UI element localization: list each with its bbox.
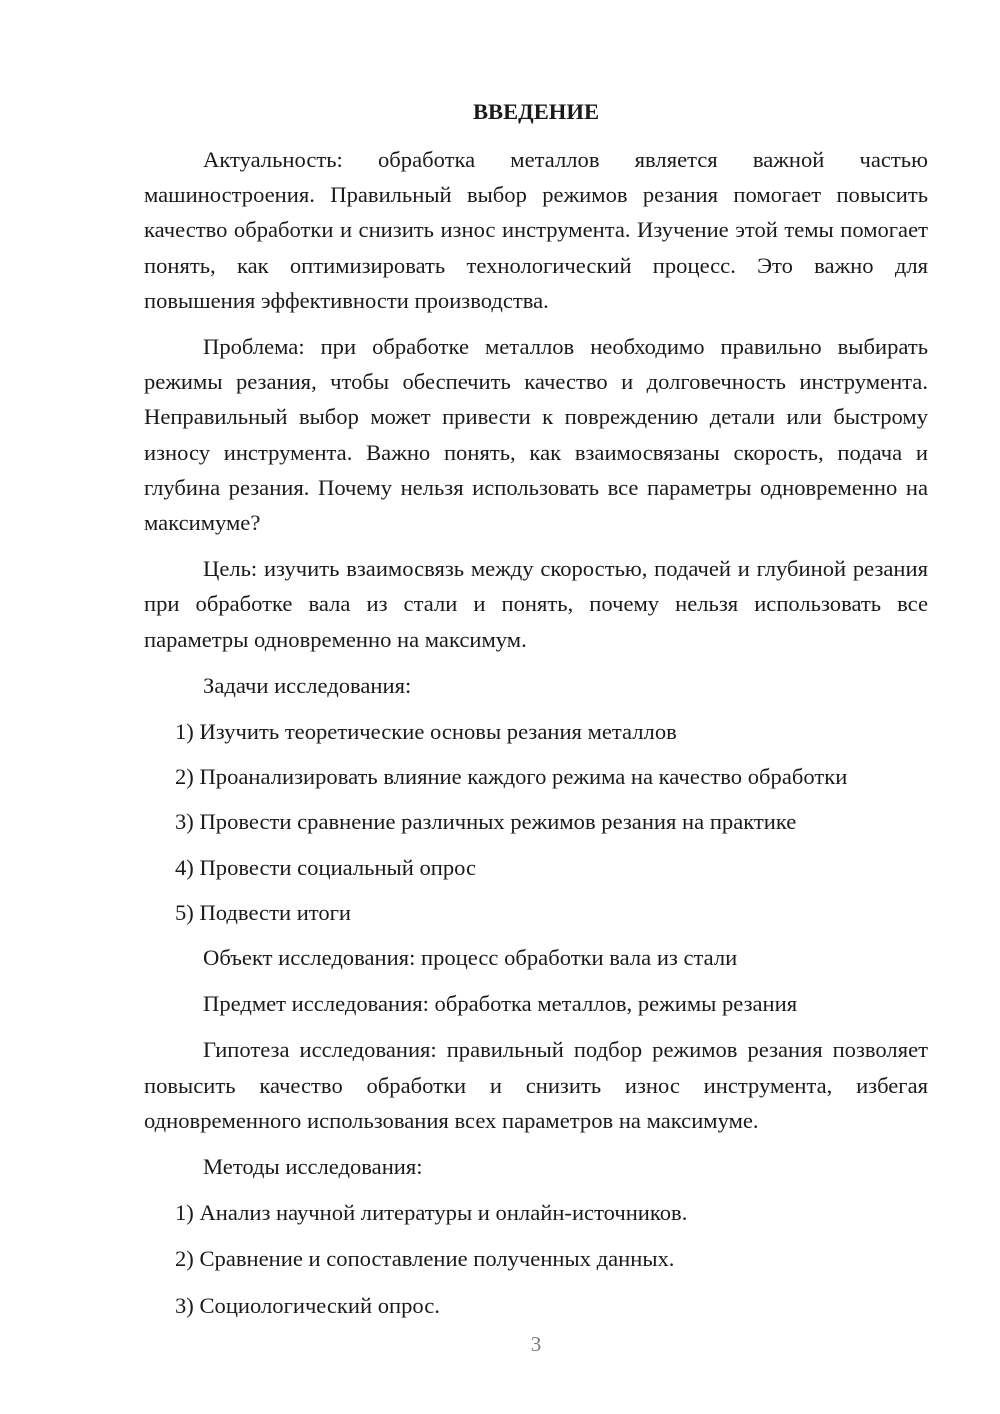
- task-item: 1) Изучить теоретические основы резания металлов: [175, 719, 677, 745]
- task-item: 5) Подвести итоги: [175, 899, 352, 925]
- method-item: 3) Социологический опрос.: [175, 1292, 440, 1318]
- page-number: 3: [530, 1332, 542, 1356]
- tasks-list: [144, 714, 928, 930]
- tasks-label: Задачи исследования:: [203, 672, 412, 698]
- relevance-paragraph: Актуальность: обработка металлов является важной частью машиностроения. Правильный выбор режимов резания помогает повысить качество обработки и снизить износ инструмента. Изучение этой темы помогает понять, как оптимизировать технологический процесс. Это важно для повышения эффективности производства.: [144, 147, 928, 313]
- goal-paragraph: Цель: изучить взаимосвязь между скоростью, подачей и глубиной резания при обработке вала из стали и понять, почему нельзя использовать все параметры одновременно на максимум.: [144, 556, 928, 652]
- problem-paragraph: Проблема: при обработке металлов необходимо правильно выбирать режимы резания, чтобы обеспечить качество и долговечность инструмента. Неправильный выбор может привести к повреждению детали или быстрому износу инструмента. Важно понять, как взаимосвязаны скорость, подача и глубина резания. Почему нельзя использовать все параметры одновременно на максимуме?: [144, 334, 928, 536]
- page-title: ВВЕДЕНИЕ: [472, 99, 600, 124]
- methods-label: Методы исследования:: [203, 1154, 423, 1180]
- task-item: 3) Провести сравнение различных режимов резания на практике: [175, 809, 797, 835]
- subject-paragraph: Предмет исследования: обработка металлов, режимы резания: [203, 991, 798, 1017]
- task-item: 4) Провести социальный опрос: [175, 854, 477, 880]
- page-content: [144, 94, 928, 1334]
- object-paragraph: Объект исследования: процесс обработки вала из стали: [203, 945, 738, 971]
- method-item: 2) Сравнение и сопоставление полученных данных.: [175, 1246, 675, 1272]
- task-item: 2) Проанализировать влияние каждого режима на качество обработки: [175, 764, 848, 790]
- hypothesis-paragraph: Гипотеза исследования: правильный подбор режимов резания позволяет повысить качество обработки и снизить износ инструмента, избегая одновременного использования всех параметров на максимуме.: [144, 1037, 928, 1133]
- methods-list: [144, 1195, 928, 1323]
- method-item: 1) Анализ научной литературы и онлайн-источников.: [175, 1200, 688, 1226]
